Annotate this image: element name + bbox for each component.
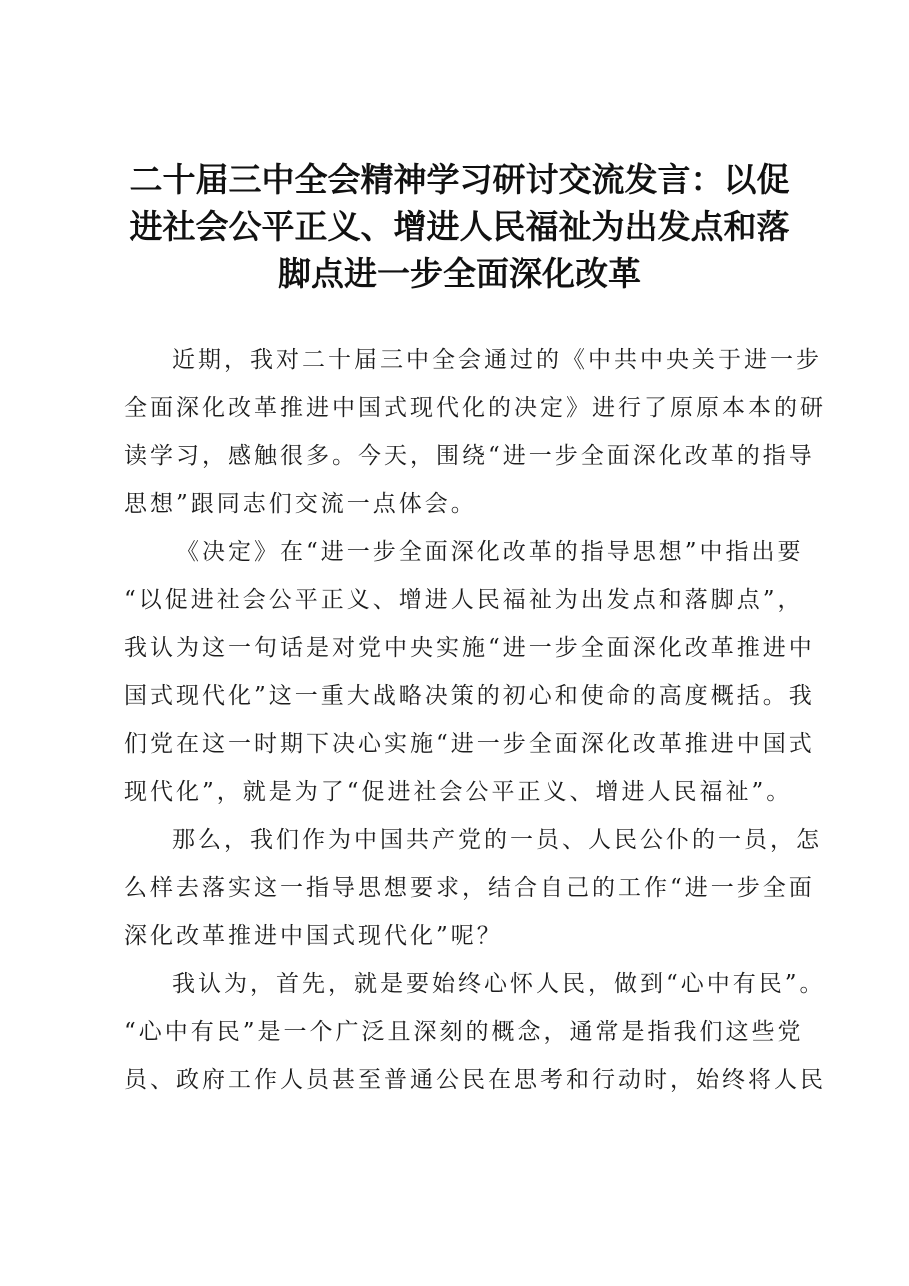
paragraph-2-line: “以促进社会公平正义、增进人民福祉为出发点和落脚点”， <box>124 587 804 613</box>
paragraph-2-line: 现代化”，就是为了“促进社会公平正义、增进人民福祉”。 <box>124 779 793 805</box>
paragraph-4-line: 我认为，首先，就是要始终心怀人民，做到“心中有民”。 <box>172 971 826 997</box>
paragraph-2-line: 们党在这一时期下决心实施“进一步全面深化改革推进中国式 <box>124 731 815 757</box>
paragraph-1-line: 近期，我对二十届三中全会通过的《中共中央关于进一步 <box>172 347 822 373</box>
paragraph-4-line: 员、政府工作人员甚至普通公民在思考和行动时，始终将人民 <box>124 1067 826 1093</box>
title-line: 脚点进一步全面深化改革 <box>278 254 641 293</box>
paragraph-3-line: 么样去落实这一指导思想要求，结合自己的工作“进一步全面 <box>124 875 815 901</box>
paragraph-1-line: 读学习，感触很多。今天，围绕“进一步全面深化改革的指导 <box>124 443 815 469</box>
document-title <box>118 156 801 297</box>
document-body <box>124 336 826 1104</box>
title-line: 二十届三中全会精神学习研讨交流发言：以促 <box>129 160 790 199</box>
paragraph-2-line: 国式现代化”这一重大战略决策的初心和使命的高度概括。我 <box>124 683 815 709</box>
paragraph-4-line: “心中有民”是一个广泛且深刻的概念，通常是指我们这些党 <box>124 1019 804 1045</box>
title-line: 进社会公平正义、增进人民福祉为出发点和落 <box>129 207 790 246</box>
paragraph-3-line: 那么，我们作为中国共产党的一员、人民公仆的一员，怎 <box>172 827 822 853</box>
paragraph-3-line: 深化改革推进中国式现代化”呢？ <box>124 923 503 949</box>
paragraph-2-line: 《决定》在“进一步全面深化改革的指导思想”中指出要 <box>176 539 804 565</box>
paragraph-1-line: 全面深化改革推进中国式现代化的决定》进行了原原本本的研 <box>124 395 826 421</box>
paragraph-2-line: 我认为这一句话是对党中央实施“进一步全面深化改革推进中 <box>124 635 815 661</box>
paragraph-1-line: 思想”跟同志们交流一点体会。 <box>124 491 477 517</box>
